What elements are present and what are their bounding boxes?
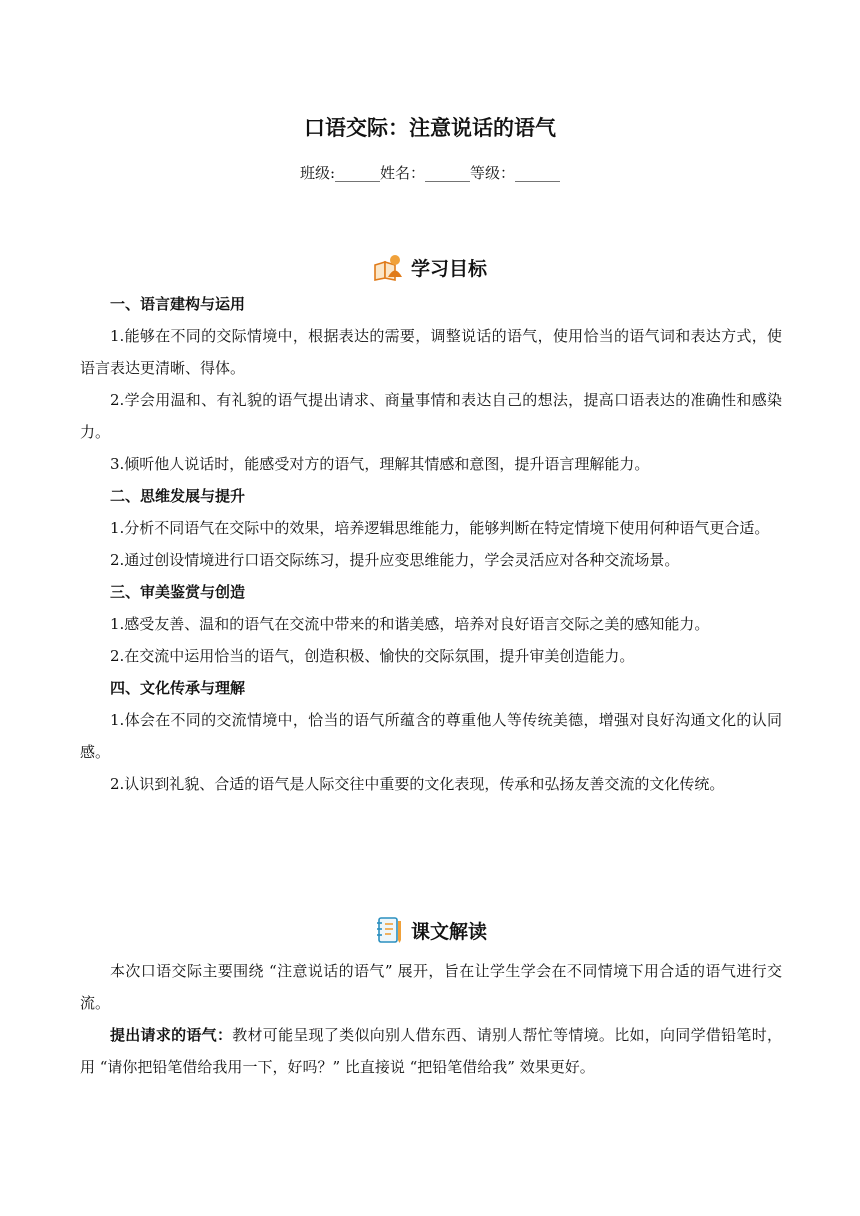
objective-section-title: 一、语言建构与运用 [110, 295, 246, 313]
reading-person-icon [373, 253, 403, 281]
objective-paragraph: 2.通过创设情境进行口语交际练习，提升应变思维能力，学会灵活应对各种交流场景。 [110, 551, 680, 569]
objective-section-title: 三、审美鉴赏与创造 [110, 583, 246, 601]
objective-paragraph: 1.感受友善、温和的语气在交流中带来的和谐美感，培养对良好语言交际之美的感知能力。 [110, 615, 710, 633]
objective-paragraph: 1.能够在不同的交际情境中，根据表达的需要，调整说话的语气，使用恰当的语气词和表达方式，使语言表达更清晰、得体。 [80, 327, 782, 377]
objectives-content [80, 288, 782, 800]
objective-section-title: 二、思维发展与提升 [110, 487, 246, 505]
reading-header [0, 914, 860, 946]
notebook-icon [373, 916, 403, 944]
objectives-header [0, 251, 860, 283]
reading-paragraph [80, 1019, 782, 1083]
document-title: 口语交际：注意说话的语气 [304, 116, 556, 140]
objective-paragraph: 1.分析不同语气在交际中的效果，培养逻辑思维能力，能够判断在特定情境下使用何种语气更合适。 [110, 519, 770, 537]
reading-paragraph: 本次口语交际主要围绕 “注意说话的语气” 展开，旨在让学生学会在不同情境下用合适的语气进行交流。 [80, 962, 782, 1012]
objective-paragraph: 2.在交流中运用恰当的语气，创造积极、愉快的交际氛围，提升审美创造能力。 [110, 647, 635, 665]
class-name-grade-line: 班级:______姓名：______等级：______ [299, 164, 561, 182]
reading-paragraph-label: 提出请求的语气： [110, 1026, 233, 1044]
reading-content [80, 955, 782, 1083]
objective-paragraph: 2.学会用温和、有礼貌的语气提出请求、商量事情和表达自己的想法，提高口语表达的准确性和感染力。 [80, 391, 782, 441]
objective-paragraph: 2.认识到礼貌、合适的语气是人际交往中重要的文化表现，传承和弘扬友善交流的文化传统。 [110, 775, 725, 793]
objective-section-title: 四、文化传承与理解 [110, 679, 246, 697]
objectives-header-label: 学习目标 [410, 257, 487, 280]
objective-paragraph: 1.体会在不同的交流情境中，恰当的语气所蕴含的尊重他人等传统美德，增强对良好沟通文化的认同感。 [80, 711, 782, 761]
objective-paragraph: 3.倾听他人说话时，能感受对方的语气，理解其情感和意图，提升语言理解能力。 [110, 455, 650, 473]
reading-paragraph-text: 教材可能呈现了类似向别人借东西、请别人帮忙等情境。比如，向同学借铅笔时，用 “请你把铅笔借给我用一下，好吗？” 比直接说 “把铅笔借给我” 效果更好。 [80, 1026, 782, 1076]
reading-header-label: 课文解读 [410, 920, 487, 943]
